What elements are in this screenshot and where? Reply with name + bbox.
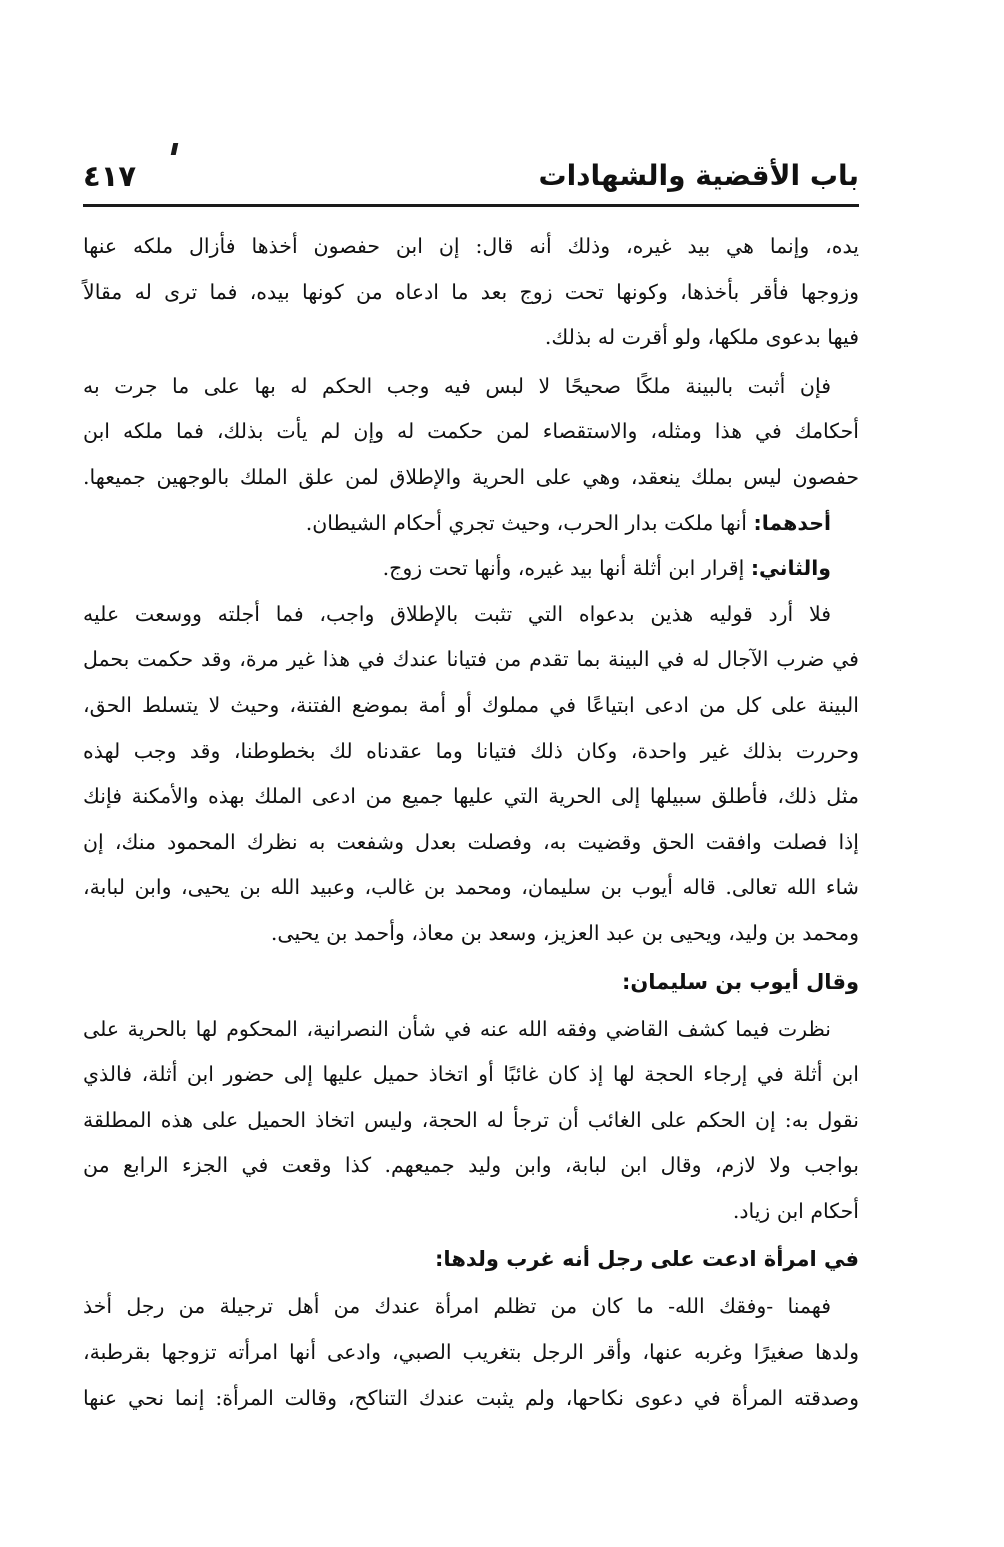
page-number: ٤١٧ (83, 159, 137, 193)
text-line: ومحمد بن وليد، ويحيى بن عبد العزيز، وسعد بن معاذ، وأحمد بن يحيى. (270, 920, 859, 945)
text-line: مثل ذلك، فأطلق سبيلها إلى الحرية التي عليها جميع من ادعى الملك بهذه والأمكنة فإنك (83, 784, 859, 809)
text-line (83, 546, 859, 592)
header-rule (83, 204, 859, 207)
text-line: فإن أثبت بالبينة ملكًا صحيحًا لا لبس فيه وجب الحكم له بها على ما جرت به (83, 373, 831, 398)
text-line: وصدقته المرأة في دعوى نكاحها، ولم يثبت عندك التناكح، وقالت المرأة: إنما نحي عنها (83, 1385, 859, 1410)
text-line: أحكامك في هذا ومثله، والاستقصاء لمن حكمت له وإن لم يأت بذلك، فما ملكه ابن (83, 419, 859, 444)
term-text: إقرار ابن أثلة أنها بيد غيره، وأنها تحت زوج. (382, 556, 745, 581)
text-line: نظرت فيما كشف القاضي وفقه الله عنه في شأن النصرانية، المحكوم لها بالحرية على (83, 1016, 831, 1041)
page-header (83, 152, 859, 206)
chapter-title: باب الأقضية والشهادات (538, 159, 859, 192)
text-line: ابن أثلة في إرجاء الحجة لها إذ كان غائبًا أو اتخاذ حميل عليها إلى حضور ابن أثلة، فالذي (83, 1062, 859, 1087)
body-text (83, 224, 859, 1421)
section-heading: في امرأة ادعت على رجل أنه غرب ولدها: (435, 1247, 859, 1272)
text-line: نقول به: إن الحكم على الغائب أن ترجأ له الحجة، وليس اتخاذ الحميل على هذه المطلقة (83, 1107, 859, 1132)
text-line: فيها بدعوى ملكها، ولو أقرت له بذلك. (544, 325, 859, 350)
text-line: البينة على كل من ادعى ابتياعًا في مملوك أو أمة بموضع الفتنة، وحيث لا يتسلط الحق، (83, 692, 859, 717)
term-label: أحدهما: (753, 510, 831, 535)
text-line: إذا فصلت وافقت الحق وقضيت به، وفصلت بعدل وشفعت به نظرك المحمود منك، إن (83, 829, 859, 854)
text-line (83, 501, 859, 547)
text-line: وحررت بذلك غير واحدة، وكان ذلك فتيانا وما عقدناه لك بخطوطنا، وقد وجب لهذه (83, 738, 859, 763)
text-line: شاء الله تعالى. قاله أيوب بن سليمان، ومحمد بن غالب، وعبيد الله بن يحيى، وابن لبابة، (83, 875, 859, 900)
text-line: فلا أرد قوليه هذين بدعواه التي تثبت بالإطلاق واجب، فما أجلته ووسعت عليه (83, 601, 831, 626)
text-line: ولدها صغيرًا وغربه عنها، وأقر الرجل بتغريب الصبي، وادعى أنها امرأته تزوجها بقرطبة، (83, 1340, 859, 1365)
text-line: أحكام ابن زياد. (732, 1198, 859, 1223)
text-line: بواجب ولا لازم، وقال ابن لبابة، وابن وليد جميعهم. كذا وقعت في الجزء الرابع من (83, 1153, 859, 1178)
text-line: في ضرب الآجال له في البينة بما تقدم من فتيانا عندك في هذا غير مرة، وقد حكمت بحمل (83, 647, 859, 672)
text-line: يده، وإنما هي بيد غيره، وذلك أنه قال: إن ابن حفصون أخذها فأزال ملكه عنها (83, 234, 859, 258)
term-text: أنها ملكت بدار الحرب، وحيث تجري أحكام الشيطان. (305, 510, 747, 535)
section-heading: وقال أيوب بن سليمان: (621, 969, 859, 994)
text-line: حفصون ليس بملك ينعقد، وهي على الحرية والإطلاق لمن علق الملك بالوجهين جميعها. (83, 464, 859, 489)
text-line: فهمنا -وفقك الله- ما كان من تظلم امرأة عندك من أهل ترجيلة من رجل أخذ (83, 1294, 831, 1319)
text-line: وزوجها فأقر بأخذها، وكونها تحت زوج بعد ما ادعاه من كونها بيده، فما ترى له مقالاً (83, 279, 859, 304)
term-label: والثاني: (750, 556, 831, 581)
